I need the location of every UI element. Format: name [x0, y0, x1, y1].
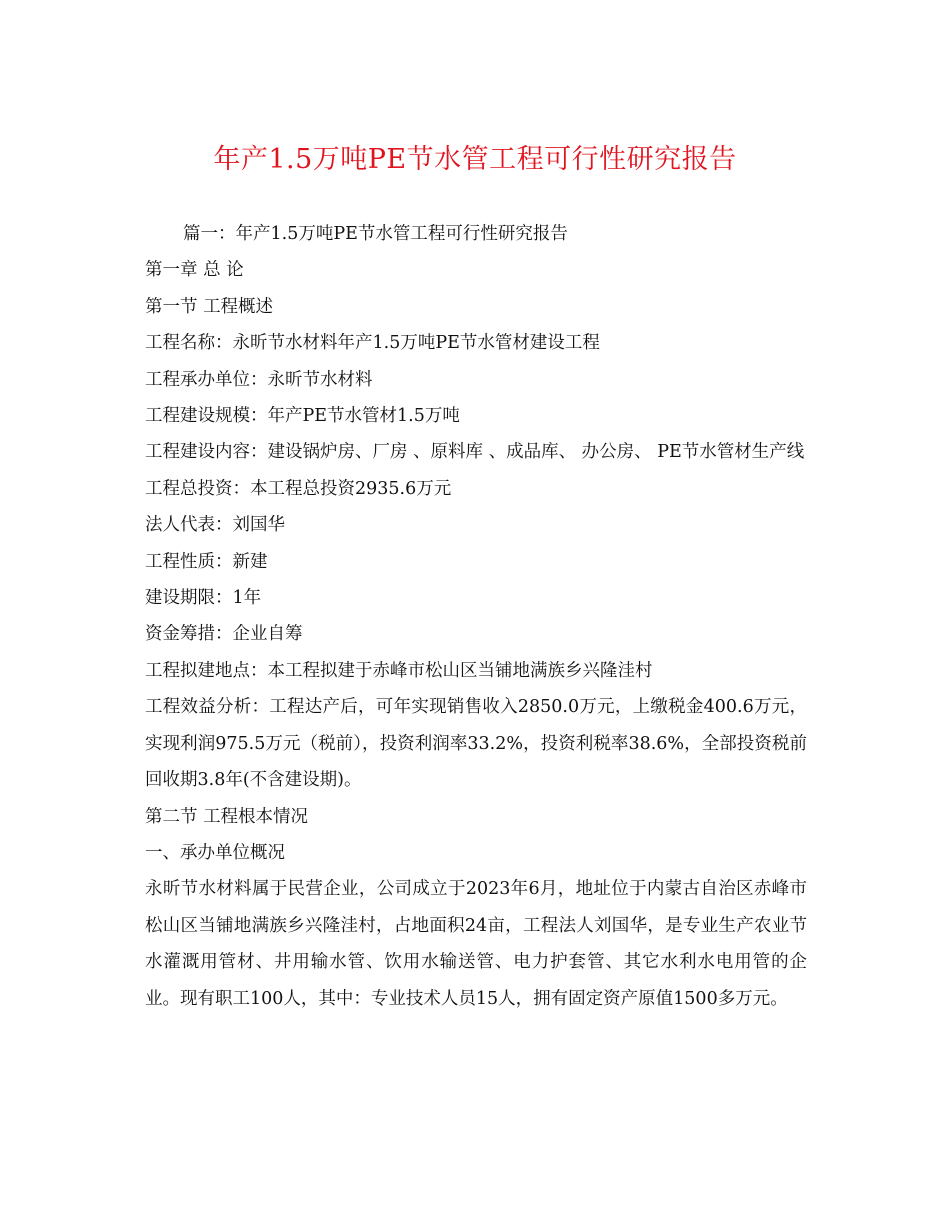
project-name: 工程名称：永昕节水材料年产1.5万吨PE节水管材建设工程 — [145, 333, 600, 354]
chapter-heading: 第一章 总 论 — [145, 260, 244, 281]
project-investment: 工程总投资：本工程总投资2935.6万元 — [145, 478, 452, 499]
section-heading: 第一节 工程概述 — [145, 296, 274, 317]
project-nature: 工程性质：新建 — [145, 551, 268, 572]
document-title: 年产1.5万吨PE节水管工程可行性研究报告 — [213, 144, 737, 175]
document-body — [145, 216, 807, 1017]
project-organizer: 工程承办单位：永昕节水材料 — [145, 369, 373, 390]
organizer-overview: 永昕节水材料属于民营企业，公司成立于2023年6月，地址位于内蒙古自治区赤峰市松山区当铺地满族乡兴隆洼村，占地面积24亩，工程法人刘国华，是专业生产农业节水灌溉用管材、井用输水管、饮用水输送管、电力护套管、其它水利水电用管的企业。现有职工100人，其中：专业技术人员15人，拥有固定资产原值1500多万元。 — [145, 879, 807, 1009]
project-location: 工程拟建地点：本工程拟建于赤峰市松山区当铺地满族乡兴隆洼村 — [145, 660, 653, 681]
project-content: 工程建设内容：建设锅炉房、厂房 、原料库 、成品库、 办公房、 PE节水管材生产线 — [145, 442, 805, 463]
benefit-analysis: 工程效益分析：工程达产后，可年实现销售收入2850.0万元，上缴税金400.6万元，实现利润975.5万元（税前），投资利润率33.2%，投资利税率38.6%，全部投资税前回收期3.8年(不含建设期)。 — [145, 697, 807, 791]
legal-representative: 法人代表：刘国华 — [145, 515, 285, 536]
subsection-heading: 一、承办单位概况 — [145, 842, 285, 863]
project-scale: 工程建设规模：年产PE节水管材1.5万吨 — [145, 406, 460, 427]
construction-period: 建设期限：1年 — [145, 588, 262, 609]
section-heading: 第二节 工程根本情况 — [145, 806, 309, 827]
section-intro: 篇一：年产1.5万吨PE节水管工程可行性研究报告 — [183, 224, 568, 244]
fund-raising: 资金筹措：企业自筹 — [145, 624, 303, 645]
